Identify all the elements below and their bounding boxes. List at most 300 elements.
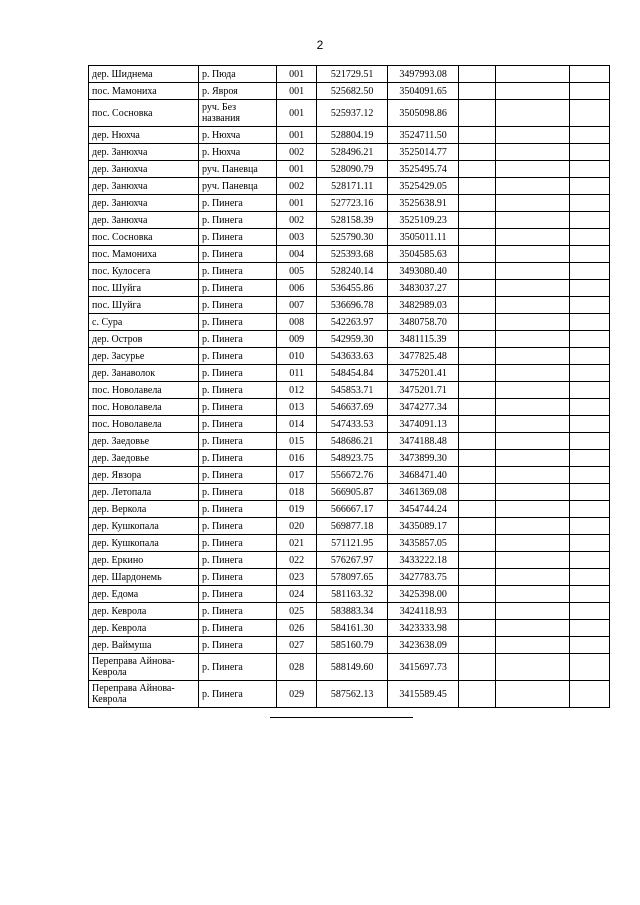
coordinates-table — [88, 65, 610, 708]
water-body-cell: р. Пинега — [198, 654, 276, 681]
empty-cell — [570, 382, 610, 399]
end-of-table-rule — [270, 717, 413, 718]
coordinate-x-cell: 588149.60 — [317, 654, 387, 681]
point-number-cell: 022 — [276, 552, 317, 569]
empty-cell — [495, 348, 570, 365]
point-number-cell: 005 — [276, 263, 317, 280]
settlement-cell: дер. Шиднема — [89, 66, 199, 83]
table-row — [89, 365, 610, 382]
empty-cell — [495, 263, 570, 280]
point-number-cell: 001 — [276, 100, 317, 127]
table-row — [89, 637, 610, 654]
coordinate-y-cell: 3477825.48 — [387, 348, 459, 365]
point-number-cell: 014 — [276, 416, 317, 433]
point-number-cell: 004 — [276, 246, 317, 263]
coordinate-y-cell: 3525109.23 — [387, 212, 459, 229]
point-number-cell: 002 — [276, 144, 317, 161]
coordinate-x-cell: 525790.30 — [317, 229, 387, 246]
water-body-cell: р. Пинега — [198, 348, 276, 365]
empty-cell — [570, 100, 610, 127]
settlement-cell: дер. Кушкопала — [89, 518, 199, 535]
empty-cell — [570, 518, 610, 535]
settlement-cell: пос. Мамониха — [89, 246, 199, 263]
table-row — [89, 620, 610, 637]
table-row — [89, 83, 610, 100]
coordinate-y-cell: 3435089.17 — [387, 518, 459, 535]
coordinate-y-cell: 3497993.08 — [387, 66, 459, 83]
point-number-cell: 012 — [276, 382, 317, 399]
table-row — [89, 195, 610, 212]
water-body-cell: р. Нюхча — [198, 144, 276, 161]
coordinate-x-cell: 528240.14 — [317, 263, 387, 280]
empty-cell — [495, 331, 570, 348]
empty-cell — [459, 484, 495, 501]
coordinate-y-cell: 3525638.91 — [387, 195, 459, 212]
settlement-cell: дер. Занюхча — [89, 161, 199, 178]
coordinate-y-cell: 3481115.39 — [387, 331, 459, 348]
point-number-cell: 011 — [276, 365, 317, 382]
settlement-cell: дер. Кушкопала — [89, 535, 199, 552]
empty-cell — [495, 127, 570, 144]
settlement-cell: дер. Остров — [89, 331, 199, 348]
point-number-cell: 023 — [276, 569, 317, 586]
empty-cell — [570, 161, 610, 178]
point-number-cell: 021 — [276, 535, 317, 552]
empty-cell — [570, 620, 610, 637]
point-number-cell: 016 — [276, 450, 317, 467]
table-row — [89, 246, 610, 263]
coordinate-y-cell: 3423333.98 — [387, 620, 459, 637]
coordinate-x-cell: 548454.84 — [317, 365, 387, 382]
point-number-cell: 010 — [276, 348, 317, 365]
coordinate-x-cell: 578097.65 — [317, 569, 387, 586]
empty-cell — [459, 399, 495, 416]
coordinate-y-cell: 3504585.63 — [387, 246, 459, 263]
empty-cell — [495, 535, 570, 552]
empty-cell — [459, 433, 495, 450]
empty-cell — [495, 654, 570, 681]
coordinate-y-cell: 3505098.86 — [387, 100, 459, 127]
empty-cell — [570, 501, 610, 518]
empty-cell — [570, 178, 610, 195]
empty-cell — [570, 450, 610, 467]
table-row — [89, 450, 610, 467]
table-row — [89, 586, 610, 603]
coordinate-x-cell: 542263.97 — [317, 314, 387, 331]
coordinate-y-cell: 3423638.09 — [387, 637, 459, 654]
table-row — [89, 603, 610, 620]
point-number-cell: 013 — [276, 399, 317, 416]
empty-cell — [495, 365, 570, 382]
table-row — [89, 467, 610, 484]
empty-cell — [570, 66, 610, 83]
empty-cell — [495, 212, 570, 229]
water-body-cell: р. Пинега — [198, 195, 276, 212]
coordinate-y-cell: 3433222.18 — [387, 552, 459, 569]
coordinate-x-cell: 556672.76 — [317, 467, 387, 484]
empty-cell — [570, 246, 610, 263]
water-body-cell: р. Пинега — [198, 433, 276, 450]
table-row — [89, 518, 610, 535]
table-row — [89, 229, 610, 246]
empty-cell — [570, 467, 610, 484]
empty-cell — [459, 331, 495, 348]
point-number-cell: 019 — [276, 501, 317, 518]
coordinate-x-cell: 528171.11 — [317, 178, 387, 195]
empty-cell — [495, 178, 570, 195]
empty-cell — [570, 365, 610, 382]
coordinate-x-cell: 583883.34 — [317, 603, 387, 620]
point-number-cell: 001 — [276, 83, 317, 100]
coordinate-y-cell: 3427783.75 — [387, 569, 459, 586]
empty-cell — [495, 467, 570, 484]
water-body-cell: р. Явроя — [198, 83, 276, 100]
water-body-cell: р. Пинега — [198, 246, 276, 263]
table-row — [89, 144, 610, 161]
coordinate-y-cell: 3525429.05 — [387, 178, 459, 195]
empty-cell — [495, 382, 570, 399]
table-row — [89, 212, 610, 229]
coordinate-y-cell: 3505011.11 — [387, 229, 459, 246]
empty-cell — [570, 654, 610, 681]
empty-cell — [495, 569, 570, 586]
water-body-cell: р. Пюда — [198, 66, 276, 83]
table-row — [89, 535, 610, 552]
point-number-cell: 008 — [276, 314, 317, 331]
empty-cell — [459, 161, 495, 178]
coordinate-x-cell: 566905.87 — [317, 484, 387, 501]
page-number: 2 — [316, 38, 324, 52]
settlement-cell: пос. Мамониха — [89, 83, 199, 100]
empty-cell — [459, 501, 495, 518]
empty-cell — [459, 620, 495, 637]
coordinate-y-cell: 3493080.40 — [387, 263, 459, 280]
point-number-cell: 020 — [276, 518, 317, 535]
coordinate-x-cell: 528158.39 — [317, 212, 387, 229]
table-row — [89, 569, 610, 586]
water-body-cell: р. Пинега — [198, 637, 276, 654]
coordinate-y-cell: 3525495.74 — [387, 161, 459, 178]
coordinate-y-cell: 3525014.77 — [387, 144, 459, 161]
table-row — [89, 382, 610, 399]
coordinate-x-cell: 542959.30 — [317, 331, 387, 348]
empty-cell — [570, 127, 610, 144]
table-row — [89, 280, 610, 297]
water-body-cell: р. Пинега — [198, 552, 276, 569]
water-body-cell: р. Пинега — [198, 569, 276, 586]
empty-cell — [570, 416, 610, 433]
coordinate-x-cell: 528804.19 — [317, 127, 387, 144]
empty-cell — [459, 681, 495, 708]
empty-cell — [459, 83, 495, 100]
coordinate-x-cell: 576267.97 — [317, 552, 387, 569]
water-body-cell: р. Пинега — [198, 620, 276, 637]
table-row — [89, 314, 610, 331]
coordinate-x-cell: 571121.95 — [317, 535, 387, 552]
empty-cell — [495, 144, 570, 161]
coordinate-x-cell: 545853.71 — [317, 382, 387, 399]
empty-cell — [495, 416, 570, 433]
settlement-cell: пос. Сосновка — [89, 229, 199, 246]
settlement-cell: пос. Шуйга — [89, 280, 199, 297]
empty-cell — [495, 484, 570, 501]
point-number-cell: 001 — [276, 195, 317, 212]
coordinate-y-cell: 3473899.30 — [387, 450, 459, 467]
settlement-cell: дер. Летопала — [89, 484, 199, 501]
empty-cell — [570, 535, 610, 552]
point-number-cell: 029 — [276, 681, 317, 708]
settlement-cell: пос. Новолавела — [89, 399, 199, 416]
coordinate-x-cell: 587562.13 — [317, 681, 387, 708]
empty-cell — [495, 246, 570, 263]
coordinate-y-cell: 3474277.34 — [387, 399, 459, 416]
empty-cell — [459, 518, 495, 535]
empty-cell — [570, 348, 610, 365]
point-number-cell: 001 — [276, 66, 317, 83]
coordinate-x-cell: 566667.17 — [317, 501, 387, 518]
empty-cell — [459, 552, 495, 569]
coordinate-y-cell: 3415697.73 — [387, 654, 459, 681]
table-row — [89, 161, 610, 178]
water-body-cell: р. Пинега — [198, 280, 276, 297]
empty-cell — [459, 314, 495, 331]
table-row — [89, 484, 610, 501]
coordinate-y-cell: 3468471.40 — [387, 467, 459, 484]
empty-cell — [459, 586, 495, 603]
empty-cell — [459, 229, 495, 246]
settlement-cell: дер. Нюхча — [89, 127, 199, 144]
empty-cell — [495, 161, 570, 178]
empty-cell — [459, 263, 495, 280]
empty-cell — [459, 348, 495, 365]
empty-cell — [459, 195, 495, 212]
point-number-cell: 001 — [276, 161, 317, 178]
coordinate-x-cell: 547433.53 — [317, 416, 387, 433]
settlement-cell: дер. Засурье — [89, 348, 199, 365]
table-row — [89, 399, 610, 416]
coordinate-y-cell: 3461369.08 — [387, 484, 459, 501]
coordinate-x-cell: 546637.69 — [317, 399, 387, 416]
table-row — [89, 100, 610, 127]
point-number-cell: 018 — [276, 484, 317, 501]
settlement-cell: с. Сура — [89, 314, 199, 331]
coordinate-y-cell: 3480758.70 — [387, 314, 459, 331]
coordinate-x-cell: 525393.68 — [317, 246, 387, 263]
empty-cell — [495, 681, 570, 708]
empty-cell — [495, 586, 570, 603]
coordinate-y-cell: 3415589.45 — [387, 681, 459, 708]
empty-cell — [459, 535, 495, 552]
table-row — [89, 654, 610, 681]
empty-cell — [570, 331, 610, 348]
water-body-cell: р. Пинега — [198, 382, 276, 399]
coordinate-x-cell: 548686.21 — [317, 433, 387, 450]
coordinate-x-cell: 581163.32 — [317, 586, 387, 603]
point-number-cell: 003 — [276, 229, 317, 246]
empty-cell — [570, 552, 610, 569]
empty-cell — [570, 637, 610, 654]
empty-cell — [459, 297, 495, 314]
coordinate-x-cell: 543633.63 — [317, 348, 387, 365]
coordinate-x-cell: 548923.75 — [317, 450, 387, 467]
coordinate-y-cell: 3504091.65 — [387, 83, 459, 100]
empty-cell — [459, 450, 495, 467]
settlement-cell: пос. Шуйга — [89, 297, 199, 314]
settlement-cell: дер. Заедовье — [89, 433, 199, 450]
empty-cell — [459, 246, 495, 263]
empty-cell — [495, 280, 570, 297]
empty-cell — [570, 229, 610, 246]
water-body-cell: р. Пинега — [198, 681, 276, 708]
point-number-cell: 025 — [276, 603, 317, 620]
empty-cell — [459, 637, 495, 654]
water-body-cell: р. Пинега — [198, 212, 276, 229]
settlement-cell: дер. Кеврола — [89, 620, 199, 637]
water-body-cell: р. Пинега — [198, 603, 276, 620]
settlement-cell: пос. Кулосега — [89, 263, 199, 280]
empty-cell — [495, 603, 570, 620]
settlement-cell: дер. Занюхча — [89, 178, 199, 195]
empty-cell — [570, 484, 610, 501]
water-body-cell: руч. Паневца — [198, 178, 276, 195]
empty-cell — [495, 501, 570, 518]
empty-cell — [459, 280, 495, 297]
water-body-cell: р. Пинега — [198, 416, 276, 433]
empty-cell — [570, 195, 610, 212]
point-number-cell: 006 — [276, 280, 317, 297]
table-row — [89, 416, 610, 433]
empty-cell — [459, 654, 495, 681]
coordinate-y-cell: 3483037.27 — [387, 280, 459, 297]
empty-cell — [459, 212, 495, 229]
point-number-cell: 017 — [276, 467, 317, 484]
coordinate-x-cell: 525682.50 — [317, 83, 387, 100]
coordinate-y-cell: 3435857.05 — [387, 535, 459, 552]
water-body-cell: р. Пинега — [198, 229, 276, 246]
empty-cell — [570, 681, 610, 708]
empty-cell — [495, 399, 570, 416]
coordinate-y-cell: 3475201.41 — [387, 365, 459, 382]
empty-cell — [495, 297, 570, 314]
coordinate-x-cell: 521729.51 — [317, 66, 387, 83]
coordinate-y-cell: 3474091.13 — [387, 416, 459, 433]
water-body-cell: р. Пинега — [198, 314, 276, 331]
settlement-cell: дер. Шардонемь — [89, 569, 199, 586]
coordinate-x-cell: 584161.30 — [317, 620, 387, 637]
water-body-cell: р. Пинега — [198, 331, 276, 348]
point-number-cell: 026 — [276, 620, 317, 637]
water-body-cell: р. Пинега — [198, 467, 276, 484]
settlement-cell: дер. Занюхча — [89, 212, 199, 229]
empty-cell — [459, 603, 495, 620]
coordinate-y-cell: 3424118.93 — [387, 603, 459, 620]
settlement-cell: пос. Новолавела — [89, 416, 199, 433]
empty-cell — [459, 178, 495, 195]
settlement-cell: Переправа Айнова-Кеврола — [89, 681, 199, 708]
empty-cell — [570, 569, 610, 586]
empty-cell — [570, 144, 610, 161]
point-number-cell: 024 — [276, 586, 317, 603]
empty-cell — [570, 297, 610, 314]
coordinate-y-cell: 3425398.00 — [387, 586, 459, 603]
table-row — [89, 331, 610, 348]
empty-cell — [570, 586, 610, 603]
empty-cell — [570, 314, 610, 331]
water-body-cell: р. Пинега — [198, 484, 276, 501]
table-row — [89, 433, 610, 450]
coordinate-x-cell: 527723.16 — [317, 195, 387, 212]
empty-cell — [459, 467, 495, 484]
empty-cell — [459, 100, 495, 127]
point-number-cell: 007 — [276, 297, 317, 314]
coordinate-x-cell: 525937.12 — [317, 100, 387, 127]
point-number-cell: 028 — [276, 654, 317, 681]
table-row — [89, 178, 610, 195]
empty-cell — [495, 620, 570, 637]
coordinate-x-cell: 536696.78 — [317, 297, 387, 314]
table-row — [89, 681, 610, 708]
empty-cell — [495, 229, 570, 246]
point-number-cell: 027 — [276, 637, 317, 654]
empty-cell — [459, 127, 495, 144]
table-row — [89, 552, 610, 569]
water-body-cell: руч. Без названия — [198, 100, 276, 127]
point-number-cell: 001 — [276, 127, 317, 144]
empty-cell — [495, 433, 570, 450]
coordinate-y-cell: 3482989.03 — [387, 297, 459, 314]
empty-cell — [459, 382, 495, 399]
water-body-cell: р. Пинега — [198, 297, 276, 314]
settlement-cell: дер. Кеврола — [89, 603, 199, 620]
water-body-cell: р. Пинега — [198, 535, 276, 552]
coordinates-table-body — [89, 66, 610, 708]
empty-cell — [570, 433, 610, 450]
table-row — [89, 66, 610, 83]
water-body-cell: р. Пинега — [198, 450, 276, 467]
table-row — [89, 348, 610, 365]
coordinate-x-cell: 536455.86 — [317, 280, 387, 297]
point-number-cell: 009 — [276, 331, 317, 348]
coordinate-x-cell: 528090.79 — [317, 161, 387, 178]
point-number-cell: 015 — [276, 433, 317, 450]
water-body-cell: руч. Паневца — [198, 161, 276, 178]
coordinate-x-cell: 585160.79 — [317, 637, 387, 654]
water-body-cell: р. Пинега — [198, 586, 276, 603]
empty-cell — [495, 314, 570, 331]
empty-cell — [459, 416, 495, 433]
settlement-cell: дер. Едома — [89, 586, 199, 603]
settlement-cell: пос. Новолавела — [89, 382, 199, 399]
settlement-cell: дер. Занюхча — [89, 144, 199, 161]
coordinate-y-cell: 3524711.50 — [387, 127, 459, 144]
empty-cell — [570, 212, 610, 229]
coordinate-x-cell: 569877.18 — [317, 518, 387, 535]
empty-cell — [495, 637, 570, 654]
settlement-cell: дер. Веркола — [89, 501, 199, 518]
empty-cell — [495, 66, 570, 83]
empty-cell — [570, 603, 610, 620]
coordinate-x-cell: 528496.21 — [317, 144, 387, 161]
table-row — [89, 263, 610, 280]
table-row — [89, 127, 610, 144]
settlement-cell: дер. Занаволок — [89, 365, 199, 382]
empty-cell — [459, 365, 495, 382]
empty-cell — [570, 280, 610, 297]
empty-cell — [495, 518, 570, 535]
settlement-cell: дер. Еркино — [89, 552, 199, 569]
settlement-cell: дер. Заедовье — [89, 450, 199, 467]
empty-cell — [495, 100, 570, 127]
